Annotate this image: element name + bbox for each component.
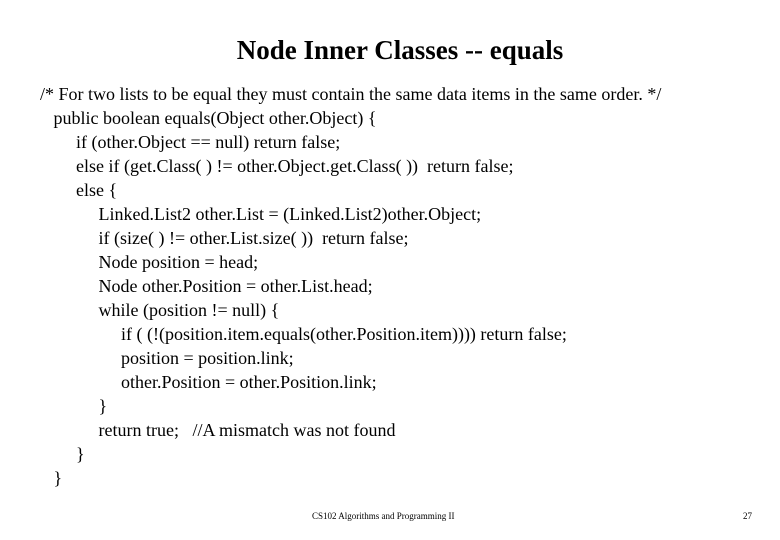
code-block — [40, 82, 661, 490]
code-line: while (position != null) { — [40, 300, 280, 320]
code-line: if (other.Object == null) return false; — [40, 132, 341, 152]
code-line: public boolean equals(Object other.Object) { — [40, 108, 377, 128]
code-line: Node other.Position = other.List.head; — [40, 276, 373, 296]
code-line: Linked.List2 other.List = (Linked.List2)other.Object; — [40, 204, 482, 224]
code-line: } — [40, 444, 85, 464]
code-line: Node position = head; — [40, 252, 259, 272]
slide-title: Node Inner Classes -- equals — [236, 35, 564, 65]
code-line: } — [40, 468, 63, 488]
code-line: } — [40, 396, 108, 416]
code-line: else if (get.Class( ) != other.Object.get.Class( )) return false; — [40, 156, 514, 176]
code-line: return true; //A mismatch was not found — [40, 420, 396, 440]
code-line: position = position.link; — [40, 348, 294, 368]
footer-page-number: 27 — [743, 511, 752, 521]
code-line: other.Position = other.Position.link; — [40, 372, 377, 392]
footer-course-name: CS102 Algorithms and Programming II — [312, 511, 455, 521]
code-line: if (size( ) != other.List.size( )) return false; — [40, 228, 409, 248]
code-line: /* For two lists to be equal they must contain the same data items in the same order. */ — [40, 84, 662, 104]
code-line: if ( (!(position.item.equals(other.Position.item)))) return false; — [40, 324, 567, 344]
code-line: else { — [40, 180, 118, 200]
